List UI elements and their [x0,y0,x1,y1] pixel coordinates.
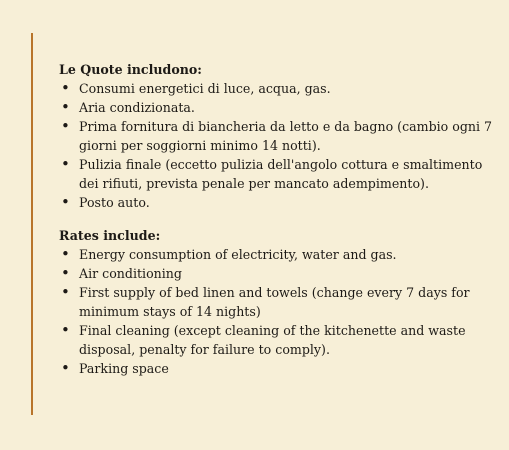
list-item [59,79,509,98]
rates-content [59,60,493,378]
list-item [59,155,509,193]
list-item-line: • Energy consumption of electricity, water and gas. [79,247,397,262]
list-item [59,283,509,321]
list-item [59,321,509,359]
list-item-line: • Prima fornitura di biancheria da letto e da bagno (cambio ogni 7 [79,119,493,134]
italian-list [59,79,493,212]
english-heading: Rates include: [59,228,161,243]
list-item-line: • Pulizia finale (eccetto pulizia dell'angolo cottura e smaltimento [79,157,483,172]
english-section [59,226,470,378]
list-item [59,98,509,117]
list-item-line: • Air conditioning [79,266,182,281]
list-item-line: • Posto auto. [79,195,150,210]
list-item [59,117,509,155]
english-list [59,245,470,378]
accent-divider-line [31,33,33,415]
list-item [59,193,509,212]
list-item-line: • Consumi energetici di luce, acqua, gas. [79,81,331,96]
list-item-line: • First supply of bed linen and towels (change every 7 days for [79,285,470,300]
list-item-line-continuation: minimum stays of 14 nights) [79,304,261,319]
list-item [59,359,509,378]
list-item-line-continuation: giorni per soggiorni minimo 14 notti). [79,138,321,153]
list-item-line-continuation: disposal, penalty for failure to comply). [79,342,330,357]
italian-section [59,60,493,212]
italian-heading: Le Quote includono: [59,62,202,77]
list-item-line: • Aria condizionata. [79,100,195,115]
list-item-line: • Parking space [79,361,169,376]
list-item [59,245,509,264]
list-item-line-continuation: dei rifiuti, prevista penale per mancato adempimento). [79,176,429,191]
list-item-line: • Final cleaning (except cleaning of the kitchenette and waste [79,323,466,338]
list-item [59,264,509,283]
